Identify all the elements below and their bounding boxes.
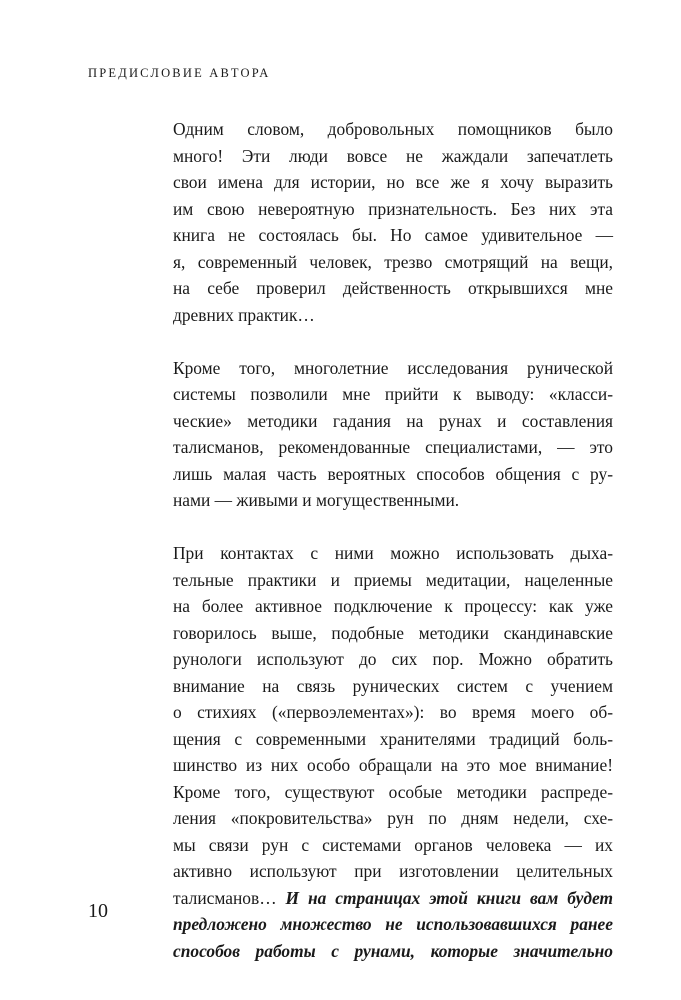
text-line: я, современный человек, трезво смотрящий на вещи, — [173, 251, 613, 272]
text-line: тельные практики и приемы медитации, нацеленные — [173, 569, 613, 590]
text-line-mixed — [173, 885, 613, 912]
emphasis-line: способов работы с рунами, которые значительно — [173, 940, 613, 961]
text-line: щения с современными хранителями традиций боль- — [173, 728, 613, 749]
paragraph-2 — [173, 355, 613, 514]
text-line: шинство из них особо обращали на это мое внимание! — [173, 755, 613, 775]
text-line: говорилось выше, подобные методики скандинавские — [173, 622, 613, 643]
text-line: свои имена для истории, но все же я хочу выразить — [173, 172, 613, 192]
text-line: на себе проверил действенность открывшихся мне — [173, 278, 613, 298]
text-line: о стихиях («первоэлементах»): во время моего об- — [173, 702, 613, 722]
text-line: внимание на связь рунических систем с учением — [173, 675, 613, 696]
paragraph-3 — [173, 540, 613, 964]
text-line: При контактах с ними можно использовать дыха- — [173, 543, 613, 563]
text-line: Одним словом, добровольных помощников было — [173, 119, 613, 139]
text-line: Кроме того, существуют особые методики распреде- — [173, 781, 613, 802]
text-line: талисманов, рекомендованные специалистами, — это — [173, 437, 613, 457]
text-line: ческие» методики гадания на рунах и составления — [173, 410, 613, 431]
running-head: ПРЕДИСЛОВИЕ АВТОРА — [88, 66, 271, 80]
body-text — [173, 116, 613, 991]
text-line: активно используют при изготовлении целительных — [173, 861, 613, 881]
text-line: рунологи используют до сих пор. Можно обратить — [173, 649, 613, 669]
emphasis-text: И на страницах этой книги вам будет — [285, 887, 613, 908]
text-line: книга не состоялась бы. Но самое удивительное — — [173, 225, 613, 245]
text-line: Кроме того, многолетние исследования рунической — [173, 357, 613, 378]
paragraph-1 — [173, 116, 613, 328]
text-line: на более активное подключение к процессу: как уже — [173, 596, 613, 616]
emphasis-line: предложено множество не использовавшихся ранее — [173, 914, 613, 934]
text-line: древних практик… — [173, 304, 315, 325]
text-line: мы связи рун с системами органов человека — их — [173, 834, 613, 855]
text-line: много! Эти люди вовсе не жаждали запечатлеть — [173, 145, 613, 166]
page-number: 10 — [88, 900, 108, 922]
text-line: ления «покровительства» рун по дням недели, схе- — [173, 808, 613, 828]
text-line: им свою невероятную признательность. Без них эта — [173, 198, 613, 219]
plain-text: талисманов… — [173, 887, 286, 908]
text-line: лишь малая часть вероятных способов общения с ру- — [173, 463, 613, 484]
text-line: нами — живыми и могущественными. — [173, 490, 460, 510]
text-line: системы позволили мне прийти к выводу: «класси- — [173, 384, 613, 404]
